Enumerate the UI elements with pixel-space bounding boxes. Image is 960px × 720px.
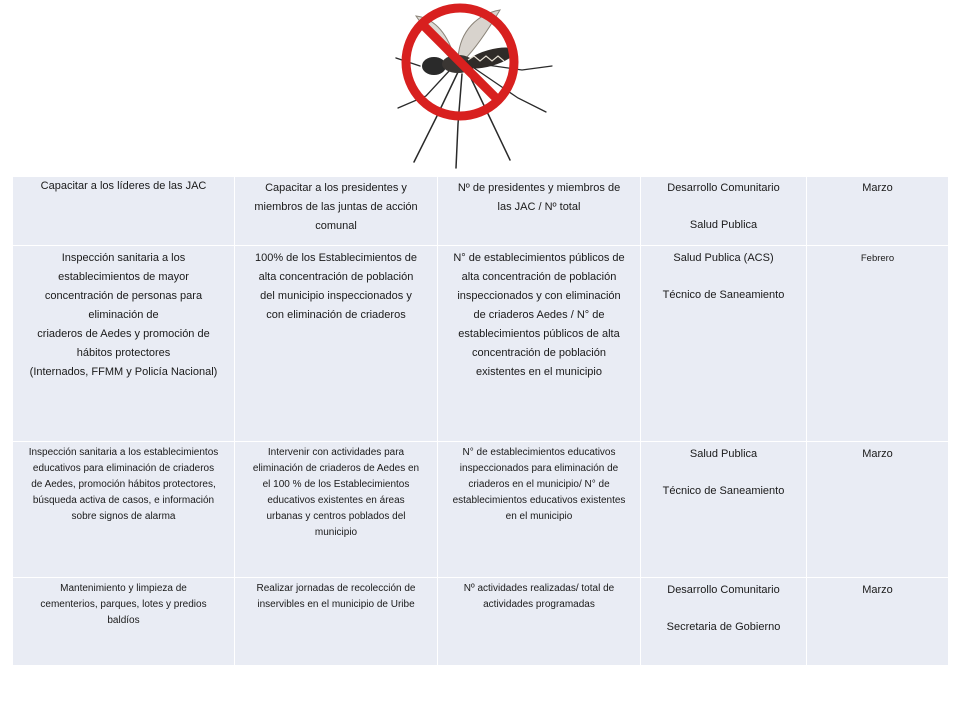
goal-cell: Capacitar a los presidentes y miembros de las juntas de acción comunal — [235, 177, 438, 246]
activity-cell: Inspección sanitaria a los establecimientos educativos para eliminación de criaderos de Aedes, promoción hábitos protectores, búsqueda activa de casos, e información sobre signos de alarma — [13, 442, 235, 578]
goal-cell: Realizar jornadas de recolección de inservibles en el municipio de Uribe — [235, 578, 438, 666]
indicator-cell: Nº de presidentes y miembros de las JAC / Nº total — [438, 177, 641, 246]
indicator-cell: N° de establecimientos educativos inspeccionados para eliminación de criaderos en el municipio/ N° de establecimientos educativos existentes en el municipio — [438, 442, 641, 578]
month-cell: Marzo — [807, 442, 949, 578]
month-cell: Febrero — [807, 246, 949, 442]
mosquito-icon — [396, 10, 552, 168]
responsible-cell: Desarrollo Comunitario Secretaria de Gobierno — [641, 578, 807, 666]
goal-cell: Intervenir con actividades para eliminación de criaderos de Aedes en el 100 % de los Establecimientos educativos existentes en áreas urbanas y centros poblados del municipio — [235, 442, 438, 578]
table-row — [13, 442, 949, 578]
activity-cell: Capacitar a los líderes de las JAC — [13, 177, 235, 246]
indicator-cell: Nº actividades realizadas/ total de actividades programadas — [438, 578, 641, 666]
table-row — [13, 578, 949, 666]
month-cell: Marzo — [807, 177, 949, 246]
no-mosquito-icon — [340, 0, 558, 172]
table-row — [13, 177, 949, 246]
activity-cell: Mantenimiento y limpieza de cementerios, parques, lotes y predios baldíos — [13, 578, 235, 666]
indicator-cell: N° de establecimientos públicos de alta concentración de población inspeccionados y con eliminación de criaderos Aedes / N° de establecimientos públicos de alta concentración de población existentes en el municipio — [438, 246, 641, 442]
action-plan-table — [12, 176, 949, 666]
goal-cell: 100% de los Establecimientos de alta concentración de población del municipio inspeccionados y con eliminación de criaderos — [235, 246, 438, 442]
activity-cell: Inspección sanitaria a los establecimientos de mayor concentración de personas para eliminación de criaderos de Aedes y promoción de hábitos protectores (Internados, FFMM y Policía Nacional) — [13, 246, 235, 442]
responsible-cell: Salud Publica (ACS) Técnico de Saneamiento — [641, 246, 807, 442]
table-row — [13, 246, 949, 442]
month-cell: Marzo — [807, 578, 949, 666]
responsible-cell: Salud Publica Técnico de Saneamiento — [641, 442, 807, 578]
responsible-cell: Desarrollo Comunitario Salud Publica — [641, 177, 807, 246]
